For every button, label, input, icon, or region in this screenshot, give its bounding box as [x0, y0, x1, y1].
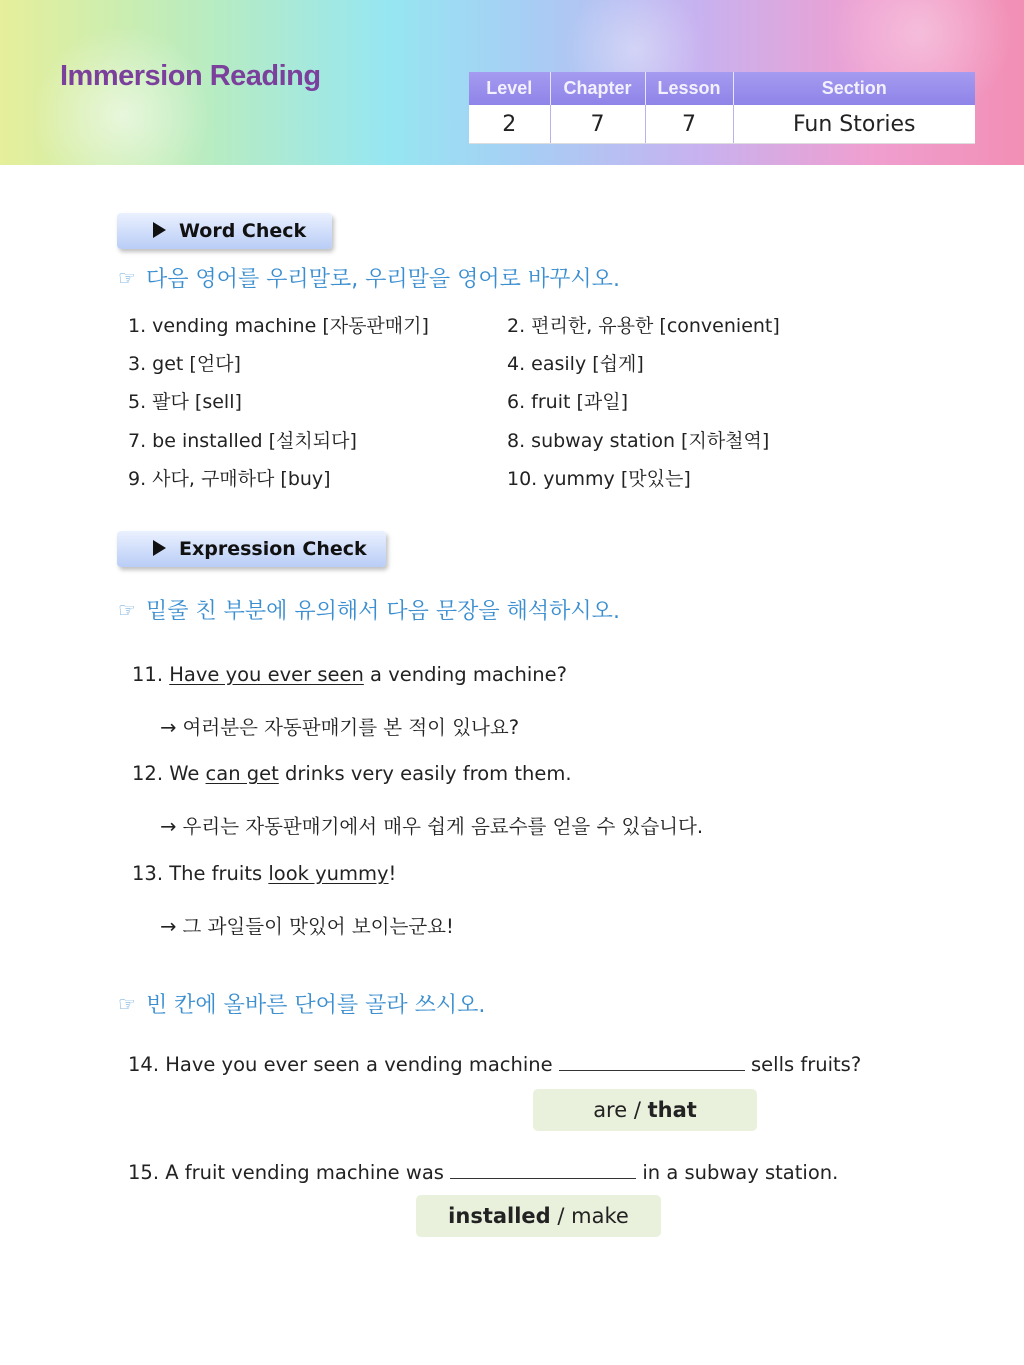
section-value: Fun Stories — [733, 105, 975, 143]
answer-11: → 여러분은 자동판매기를 본 적이 있나요? — [160, 716, 520, 739]
chapter-value: 7 — [550, 105, 645, 143]
col-level: Level — [469, 72, 550, 105]
fill-blank-instruction: ☞ 빈 칸에 올바른 단어를 골라 쓰시오. — [118, 991, 486, 1018]
vocab-item: 2. 편리한, 유용한 [convenient] — [507, 315, 780, 337]
word-check-button: Word Check — [117, 213, 332, 249]
question-13: 13. The fruits look yummy! — [132, 862, 397, 885]
pointing-hand-icon: ☞ — [118, 991, 136, 1016]
pointing-hand-icon: ☞ — [118, 597, 136, 622]
question-15: 15. A fruit vending machine was in a subway station. — [128, 1161, 839, 1184]
brand-title: Immersion Reading — [60, 60, 321, 92]
question-11: 11. Have you ever seen a vending machine? — [132, 663, 567, 686]
question-12: 12. We can get drinks very easily from them. — [132, 762, 572, 785]
play-icon — [153, 222, 166, 238]
vocab-item: 10. yummy [맛있는] — [507, 468, 691, 490]
vocab-item: 1. vending machine [자동판매기] — [128, 315, 429, 337]
col-chapter: Chapter — [550, 72, 645, 105]
lesson-info-table — [469, 72, 975, 144]
vocab-item: 6. fruit [과일] — [507, 391, 629, 413]
vocab-item: 3. get [얻다] — [128, 353, 241, 375]
pointing-hand-icon: ☞ — [118, 265, 136, 290]
answer-blank[interactable] — [450, 1162, 636, 1179]
col-lesson: Lesson — [645, 72, 733, 105]
vocab-item: 7. be installed [설치되다] — [128, 430, 357, 452]
answer-blank[interactable] — [559, 1054, 745, 1071]
vocab-item: 4. easily [쉽게] — [507, 353, 644, 375]
level-value: 2 — [469, 105, 550, 143]
play-icon — [153, 540, 166, 556]
vocab-item: 5. 팔다 [sell] — [128, 391, 242, 413]
expression-check-button: Expression Check — [117, 531, 386, 567]
lesson-value: 7 — [645, 105, 733, 143]
word-check-instruction: ☞ 다음 영어를 우리말로, 우리말을 영어로 바꾸시오. — [118, 265, 620, 292]
answer-12: → 우리는 자동판매기에서 매우 쉽게 음료수를 얻을 수 있습니다. — [160, 815, 704, 838]
question-14: 14. Have you ever seen a vending machine sells fruits? — [128, 1053, 862, 1076]
choice-box-15: installed / make — [416, 1195, 661, 1237]
expression-check-instruction: ☞ 밑줄 친 부분에 유의해서 다음 문장을 해석하시오. — [118, 597, 620, 624]
col-section: Section — [733, 72, 975, 105]
vocab-item: 8. subway station [지하철역] — [507, 430, 770, 452]
choice-box-14: are / that — [533, 1089, 757, 1131]
vocab-item: 9. 사다, 구매하다 [buy] — [128, 468, 331, 490]
answer-13: → 그 과일들이 맛있어 보이는군요! — [160, 915, 454, 938]
header-banner — [0, 0, 1024, 165]
